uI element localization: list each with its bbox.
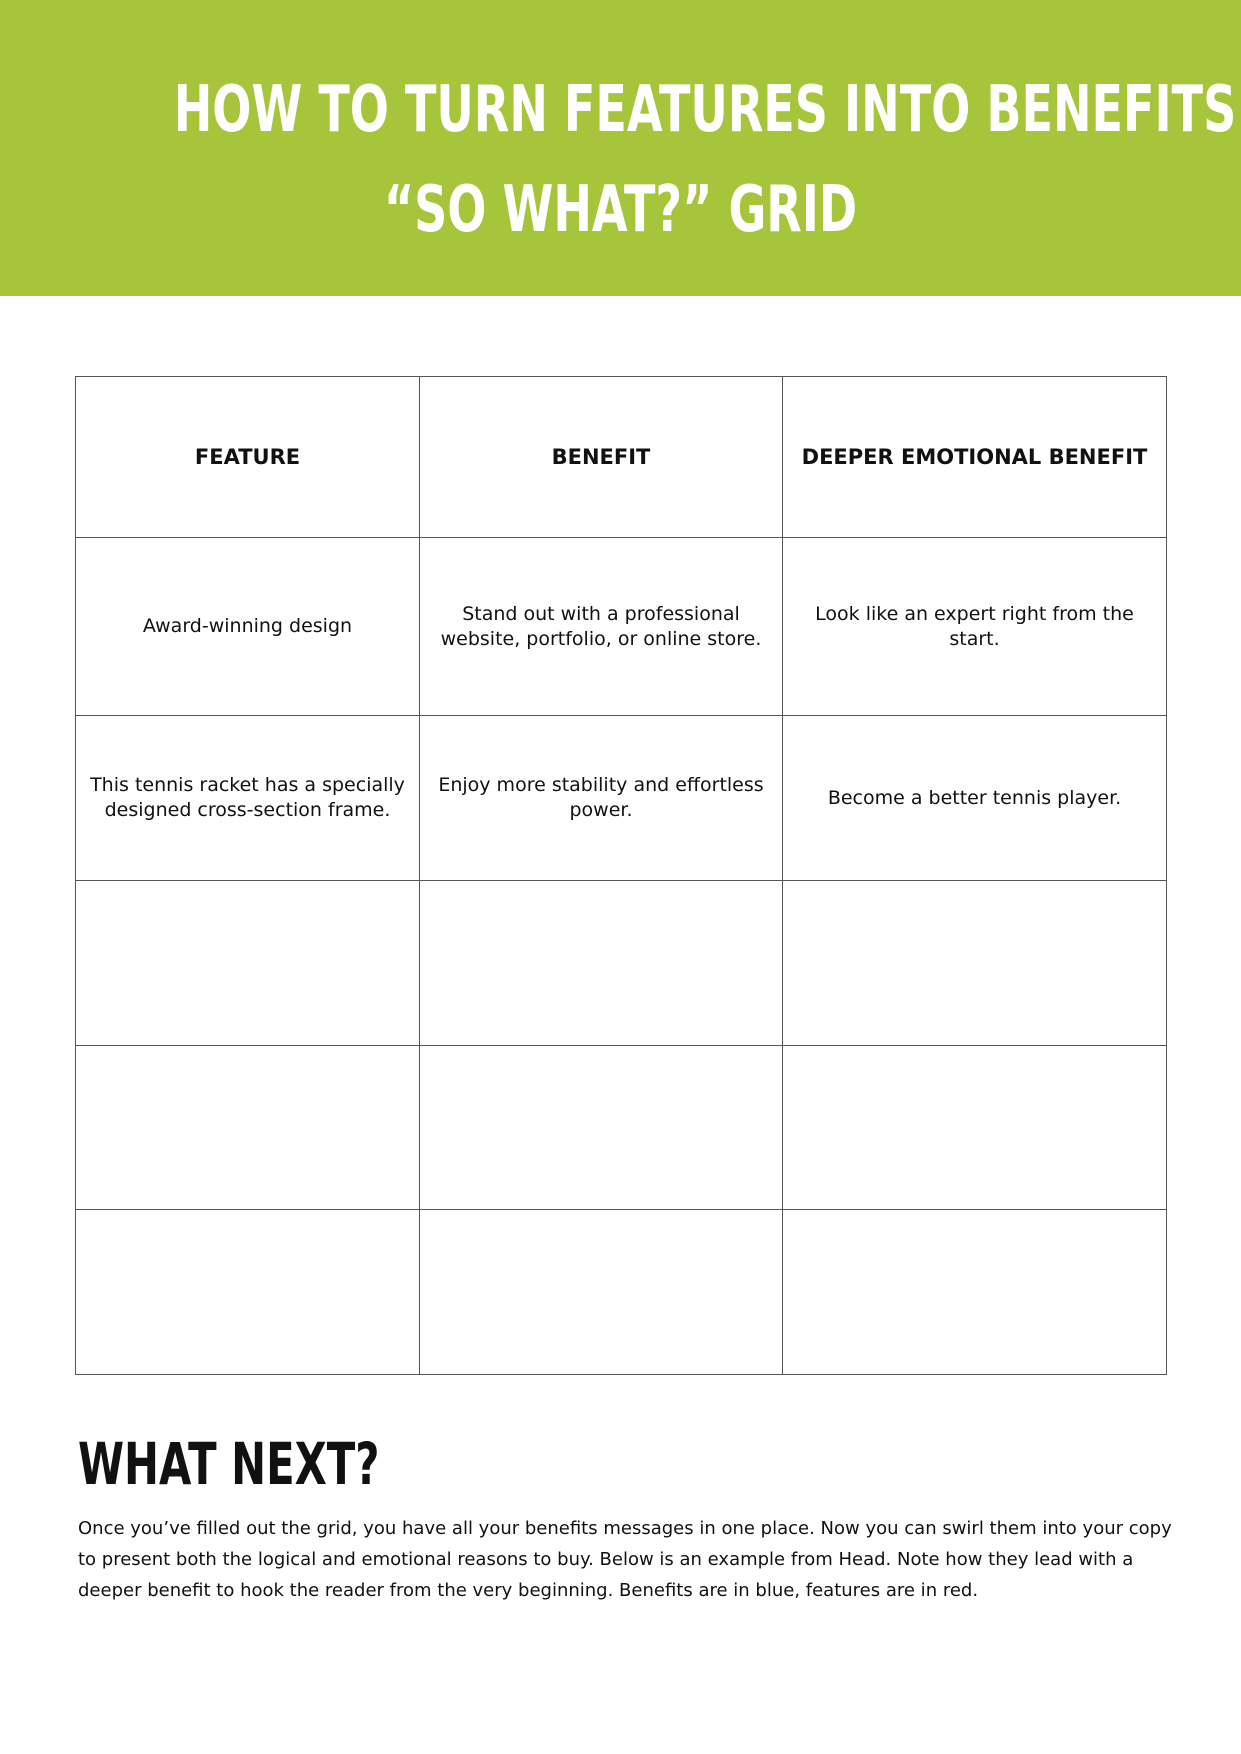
deeper-emotional-benefit-column-header: DEEPER EMOTIONAL BENEFIT xyxy=(783,377,1167,538)
grid-row xyxy=(76,538,1167,716)
benefit-column-header: BENEFIT xyxy=(420,377,783,538)
deeper-benefit-cell[interactable] xyxy=(783,881,1167,1046)
grid-row xyxy=(76,716,1167,881)
benefit-cell: Stand out with a professional website, portfolio, or online store. xyxy=(420,538,783,716)
so-what-grid xyxy=(75,376,1167,1375)
feature-column-header: FEATURE xyxy=(76,377,420,538)
title-banner xyxy=(0,0,1241,296)
feature-cell: Award-winning design xyxy=(76,538,420,716)
feature-cell[interactable] xyxy=(76,1046,420,1210)
what-next-body: Once you’ve filled out the grid, you have all your benefits messages in one place. Now you can swirl them into your copy to present both the logical and emotional reasons to buy. Below is an example from Head. Note how they lead with a deeper benefit to hook the reader from the very beginning. Benefits are in blue, features are in red. xyxy=(78,1518,1172,1601)
page-title-line-2: “SO WHAT?” GRID xyxy=(383,173,858,247)
deeper-benefit-cell: Look like an expert right from the start. xyxy=(783,538,1167,716)
benefit-cell[interactable] xyxy=(420,1210,783,1375)
feature-cell[interactable] xyxy=(76,881,420,1046)
feature-cell[interactable] xyxy=(76,1210,420,1375)
deeper-benefit-cell[interactable] xyxy=(783,1210,1167,1375)
grid-row xyxy=(76,881,1167,1046)
grid-header-row xyxy=(76,377,1167,538)
grid-row xyxy=(76,1210,1167,1375)
deeper-benefit-cell: Become a better tennis player. xyxy=(783,716,1167,881)
benefit-cell[interactable] xyxy=(420,1046,783,1210)
benefit-cell[interactable] xyxy=(420,881,783,1046)
feature-cell: This tennis racket has a specially designed cross-section frame. xyxy=(76,716,420,881)
page-title-line-1: HOW TO TURN FEATURES INTO BENEFITS xyxy=(173,73,1237,147)
deeper-benefit-cell[interactable] xyxy=(783,1046,1167,1210)
what-next-heading: WHAT NEXT? xyxy=(78,1430,380,1498)
benefit-cell: Enjoy more stability and effortless power. xyxy=(420,716,783,881)
grid-row xyxy=(76,1046,1167,1210)
